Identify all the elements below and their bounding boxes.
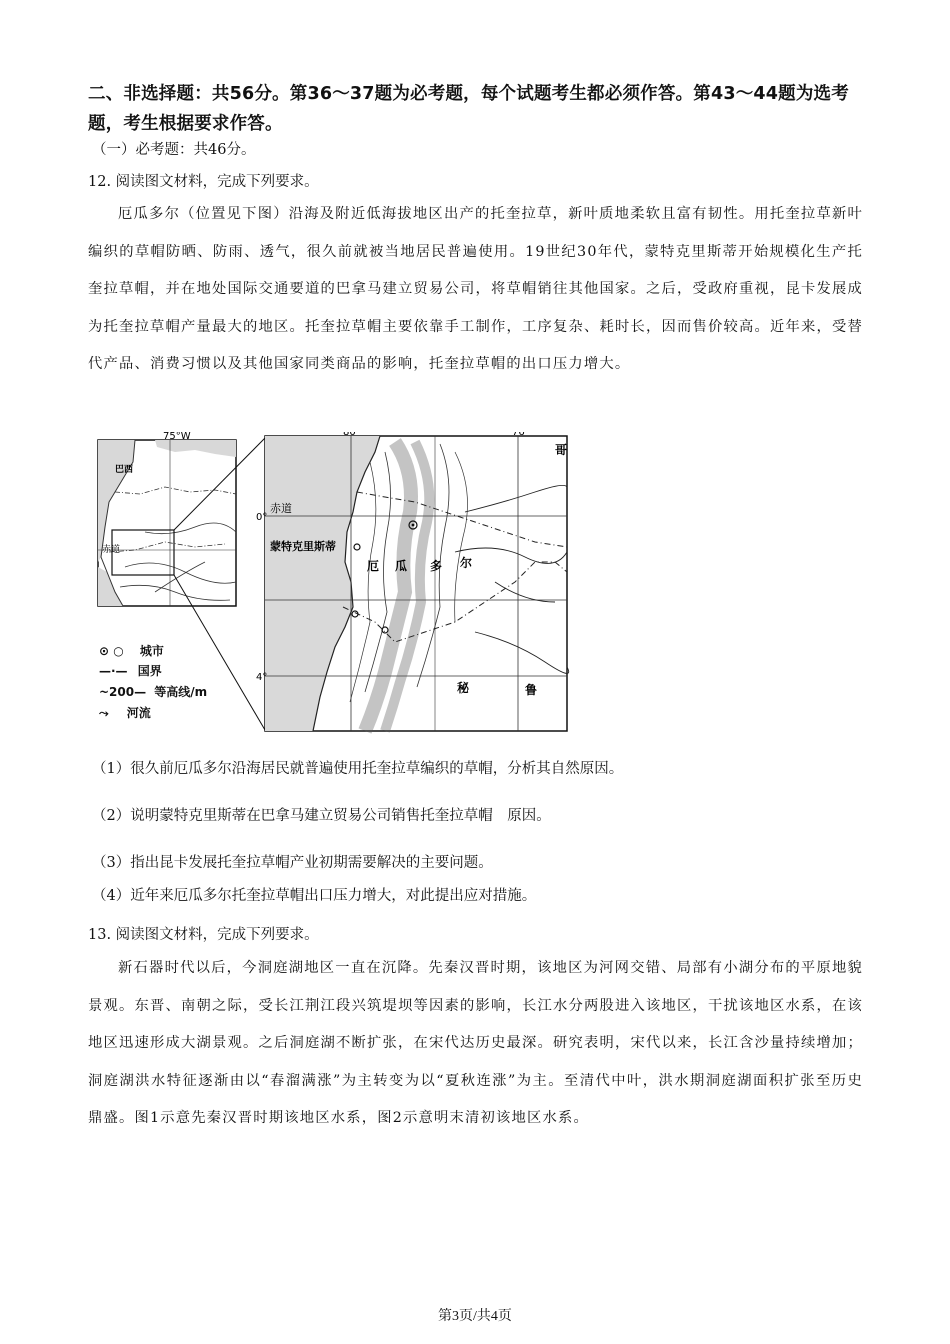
lat-4-label: 4° (256, 672, 268, 683)
colombia-label: 哥 (555, 443, 568, 457)
q12-stem: 12. 阅读图文材料，完成下列要求。 (88, 174, 319, 190)
q13-material-text: 新石器时代以后，今洞庭湖地区一直在沉降。先秦汉晋时期，该地区为河网交错、局部有小湖分布的平原地貌景观。东晋、南朝之际，受长江荆江段兴筑堤坝等因素的影响，长江水分两股进入该地区，干扰该地区水系，在该地区迅速形成大湖景观。之后洞庭湖不断扩张，在宋代达历史最深。研究表明，宋代以来，长江含沙量持续增加；洞庭湖洪水特征逐渐由以“春溜满涨”为主转变为以“夏秋连涨”为主。至清代中叶，洪水期洞庭湖面积扩张至历史鼎盛。图1示意先秦汉晋时期该地区水系，图2示意明末清初该地区水系。 (88, 960, 863, 1127)
legend-contour: ~200— 等高线/m (99, 685, 208, 699)
peru-label-2: 鲁 (525, 683, 538, 697)
country-label-4: 尔 (460, 556, 473, 570)
inset-equator-label: 赤道 (102, 545, 121, 555)
q12-question-2: （2）说明蒙特克里斯蒂在巴拿马建立贸易公司销售托奎拉草帽 原因。 (92, 808, 551, 824)
country-label-3: 多 (430, 559, 443, 573)
lat-0-label: 0° (256, 512, 268, 523)
q12-question-4: （4）近年来厄瓜多尔托奎拉草帽出口压力增大，对此提出应对措施。 (92, 888, 537, 904)
contour-value: ~200— (99, 685, 147, 699)
legend-city: ⊙ ○ 城市 (99, 644, 164, 658)
legend-border: —·— 国界 (99, 664, 162, 678)
q12-question-1: （1）很久前厄瓜多尔沿海居民就普遍使用托奎拉草编织的草帽，分析其自然原因。 (92, 761, 624, 777)
inset-country-label: 巴西 (115, 465, 134, 475)
q12-material-text: 厄瓜多尔（位置见下图）沿海及附近低海拔地区出产的托奎拉草，新叶质地柔软且富有韧性。用托奎拉草新叶编织的草帽防晒、防雨、透气，很久前就被当地居民普遍使用。19世纪30年代，蒙特克里斯蒂开始规模化生产托奎拉草帽，并在地处国际交通要道的巴拿马建立贸易公司，将草帽销往其他国家。之后，受政府重视，昆卡发展成为托奎拉草帽产量最大的地区。托奎拉草帽主要依靠手工制作，工序复杂、耗时长，因而售价较高。近年来，受替代产品、消费习惯以及其他国家同类商品的影响，托奎拉草帽的出口压力增大。 (88, 206, 863, 373)
ecuador-map-figure (95, 432, 575, 737)
river-line-icon: ⤳ (99, 706, 109, 720)
q12-material (88, 196, 863, 384)
peru-label-1: 秘 (457, 681, 470, 695)
country-label-1: 厄 (367, 559, 380, 573)
country-label-2: 瓜 (395, 559, 408, 573)
main-lon-76: 76° (512, 432, 530, 438)
montecristi-label: 蒙特克里斯蒂 (270, 540, 336, 553)
inset-lon-label: 75°W (163, 432, 191, 442)
section-header: 二、非选择题：共56分。第36～37题为必考题，每个试题考生都必须作答。第43～44题为选考题，考生根据要求作答。 (88, 84, 849, 134)
border-line-icon: —·— (99, 664, 128, 678)
q13-stem: 13. 阅读图文材料，完成下列要求。 (88, 927, 319, 943)
q12-question-3: （3）指出昆卡发展托奎拉草帽产业初期需要解决的主要问题。 (92, 855, 493, 871)
subsection-title: （一）必考题：共46分。 (92, 142, 256, 158)
main-lon-80: 80° (343, 432, 361, 438)
main-map (265, 436, 569, 731)
equator-label: 赤道 (270, 502, 292, 515)
legend-river: ⤳ 河流 (99, 706, 151, 720)
page-footer: 第3页/共4页 (438, 1309, 512, 1324)
city-symbol-icon: ⊙ ○ (99, 644, 124, 658)
q13-material (88, 950, 863, 1138)
